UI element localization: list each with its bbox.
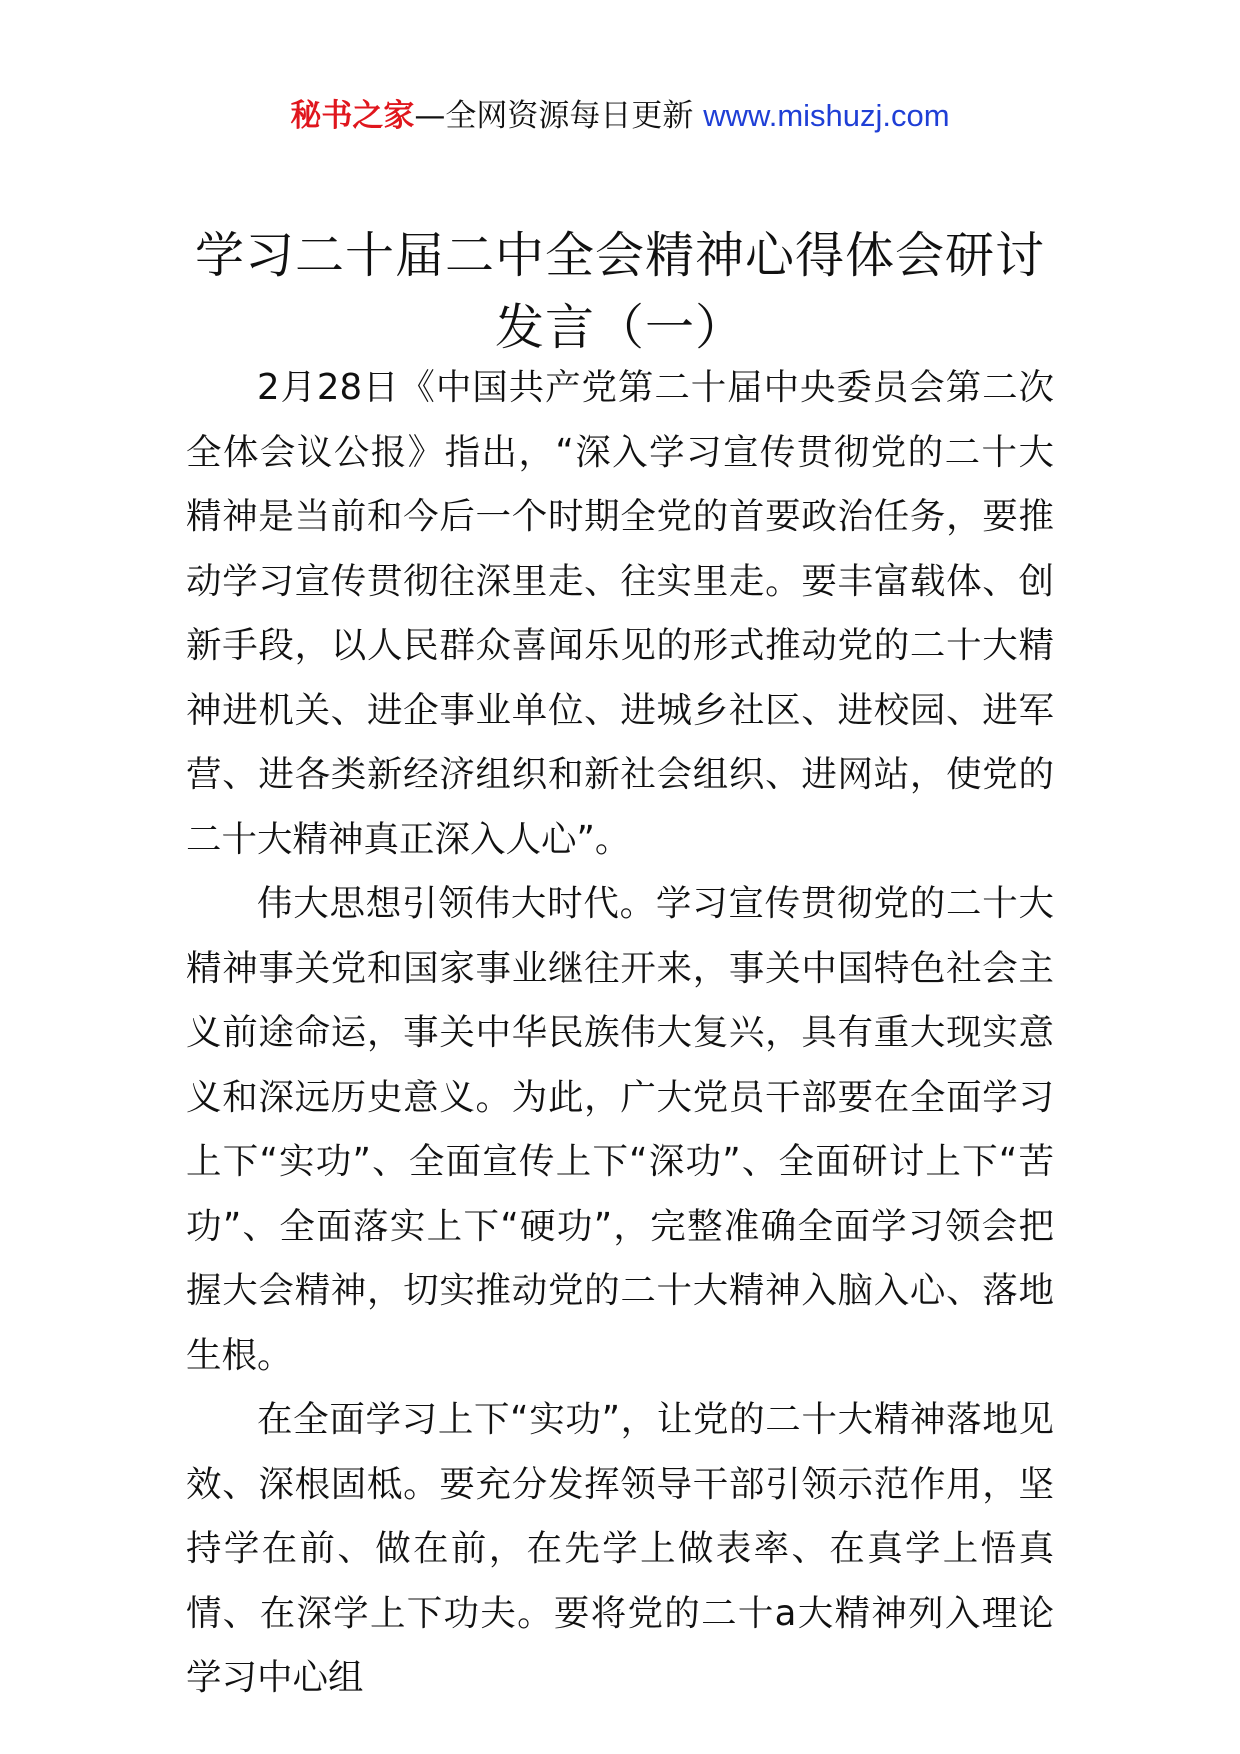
title-line-1: 学习二十届二中全会精神心得体会研讨 bbox=[194, 227, 1045, 284]
site-tagline: —全网资源每日更新 bbox=[414, 98, 704, 134]
paragraph-2: 伟大思想引领伟大时代。学习宣传贯彻党的二十大精神事关党和国家事业继往开来，事关中国特色社会主义前途命运，事关中华民族伟大复兴，具有重大现实意义和深远历史意义。为此，广大党员干部要在全面学习上下“实功”、全面宣传上下“深功”、全面研讨上下“苦功”、全面落实上下“硬功”，完整准确全面学习领会把握大会精神，切实推动党的二十大精神入脑入心、落地生根。 bbox=[186, 883, 1054, 1376]
document-body bbox=[186, 356, 1054, 1711]
site-brand: 秘书之家 bbox=[290, 98, 415, 134]
site-url-link[interactable]: www.mishuzj.com bbox=[703, 98, 950, 133]
site-header bbox=[0, 96, 1240, 136]
paragraph-3: 在全面学习上下“实功”，让党的二十大精神落地见效、深根固柢。要充分发挥领导干部引领示范作用，坚持学在前、做在前，在先学上做表率、在真学上悟真情、在深学上下功夫。要将党的二十a大精神列入理论学习中心组 bbox=[186, 1399, 1054, 1698]
paragraph-1: 2月28日《中国共产党第二十届中央委员会第二次全体会议公报》指出，“深入学习宣传贯彻党的二十大精神是当前和今后一个时期全党的首要政治任务，要推动学习宣传贯彻往深里走、往实里走。要丰富载体、创新手段，以人民群众喜闻乐见的形式推动党的二十大精神进机关、进企事业单位、进城乡社区、进校园、进军营、进各类新经济组织和新社会组织、进网站，使党的二十大精神真正深入人心”。 bbox=[186, 367, 1054, 860]
document-title bbox=[120, 220, 1120, 364]
title-line-2: 发言（一） bbox=[494, 299, 745, 356]
